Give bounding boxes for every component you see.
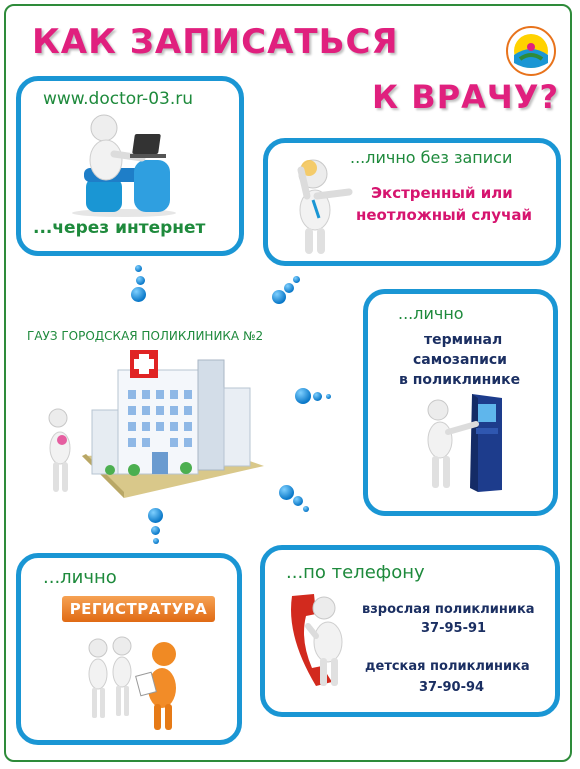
hospital-building-icon (38, 348, 270, 500)
adult-clinic-phone[interactable]: 37-95-91 (421, 621, 487, 636)
bubble-decoration (293, 276, 300, 283)
sick-person-icon (283, 152, 355, 260)
bubble-decoration (313, 392, 322, 401)
self-service-terminal-icon (420, 394, 510, 494)
bubble-decoration (135, 265, 142, 272)
bubble-decoration (279, 485, 294, 500)
children-clinic-label: детская поликлиника (365, 659, 530, 674)
registry-desk-people-icon (80, 632, 190, 732)
bubble-decoration (326, 394, 331, 399)
bubble-decoration (151, 526, 160, 535)
emergency-line-1: Экстренный или (371, 184, 513, 202)
no-appointment-heading: ...лично без записи (350, 148, 513, 167)
bubble-decoration (284, 283, 294, 293)
bubble-decoration (148, 508, 163, 523)
bubble-decoration (303, 506, 309, 512)
website-url[interactable]: www.doctor-03.ru (43, 89, 193, 109)
bubble-decoration (136, 276, 145, 285)
terminal-line-2: самозаписи (413, 352, 507, 368)
title-line-2: К ВРАЧУ? (372, 78, 559, 116)
terminal-line-3: в поликлинике (399, 372, 521, 388)
title-line-1: КАК ЗАПИСАТЬСЯ (32, 22, 399, 62)
emergency-line-2: неотложный случай (356, 206, 533, 224)
person-at-computer-icon (64, 112, 182, 218)
phone-handset-person-icon (286, 586, 358, 694)
bubble-decoration (272, 290, 286, 304)
terminal-line-1: терминал (424, 332, 503, 348)
bubble-decoration (295, 388, 311, 404)
clinic-name: ГАУЗ ГОРОДСКАЯ ПОЛИКЛИНИКА №2 (27, 329, 264, 343)
polyclinic-logo-icon (505, 25, 557, 77)
children-clinic-phone[interactable]: 37-90-94 (419, 680, 485, 695)
adult-clinic-label: взрослая поликлиника (362, 602, 535, 617)
terminal-heading: ...лично (398, 304, 464, 323)
bubble-decoration (293, 496, 303, 506)
registry-heading: ...лично (43, 567, 117, 588)
bubble-decoration (131, 287, 146, 302)
phone-heading: ...по телефону (286, 562, 425, 583)
registry-badge: РЕГИСТРАТУРА (62, 596, 215, 622)
bubble-decoration (153, 538, 159, 544)
internet-caption: ...через интернет (33, 218, 206, 238)
